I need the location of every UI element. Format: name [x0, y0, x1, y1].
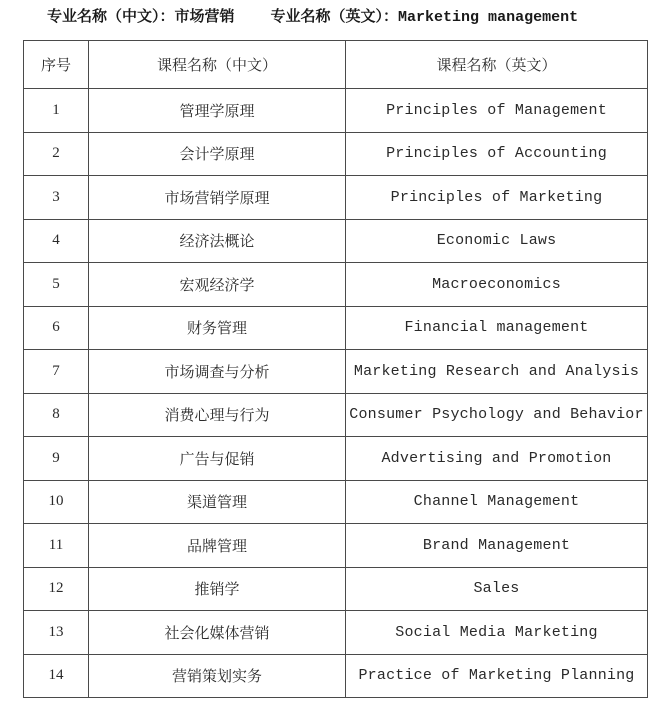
course-name-zh: 社会化媒体营销	[89, 611, 346, 655]
course-name-zh: 会计学原理	[89, 132, 346, 176]
course-name-zh: 推销学	[89, 567, 346, 611]
table-row	[24, 480, 648, 524]
course-name-en: Economic Laws	[346, 219, 648, 263]
course-name-en: Financial management	[346, 306, 648, 350]
major-zh-label: 专业名称（中文）：	[47, 7, 175, 25]
course-name-zh: 宏观经济学	[89, 263, 346, 307]
table-row	[24, 350, 648, 394]
course-name-en: Principles of Accounting	[346, 132, 648, 176]
course-table	[23, 40, 648, 698]
major-title	[47, 4, 578, 28]
column-header-course-zh: 课程名称（中文）	[89, 41, 346, 89]
course-name-en: Consumer Psychology and Behavior	[346, 393, 648, 437]
course-name-zh: 营销策划实务	[89, 654, 346, 698]
column-header-course-en: 课程名称（英文）	[346, 41, 648, 89]
table-row	[24, 567, 648, 611]
course-name-zh: 渠道管理	[89, 480, 346, 524]
course-name-zh: 经济法概论	[89, 219, 346, 263]
row-number: 8	[24, 393, 89, 437]
course-name-en: Channel Management	[346, 480, 648, 524]
row-number: 1	[24, 89, 89, 133]
table-row	[24, 89, 648, 133]
row-number: 12	[24, 567, 89, 611]
course-name-en: Sales	[346, 567, 648, 611]
course-name-zh: 市场调查与分析	[89, 350, 346, 394]
course-name-zh: 市场营销学原理	[89, 176, 346, 220]
table-row	[24, 176, 648, 220]
major-en-label: 专业名称（英文）：	[270, 7, 399, 25]
major-zh-value: 市场营销	[174, 7, 235, 25]
course-name-en: Practice of Marketing Planning	[346, 654, 648, 698]
row-number: 2	[24, 132, 89, 176]
column-header-number: 序号	[24, 41, 89, 89]
row-number: 9	[24, 437, 89, 481]
table-row	[24, 263, 648, 307]
table-row	[24, 611, 648, 655]
table-row	[24, 393, 648, 437]
row-number: 7	[24, 350, 89, 394]
course-name-en: Advertising and Promotion	[346, 437, 648, 481]
table-row	[24, 524, 648, 568]
table-header-row	[24, 41, 648, 89]
course-name-zh: 管理学原理	[89, 89, 346, 133]
table-row	[24, 132, 648, 176]
table-row	[24, 306, 648, 350]
course-name-en: Marketing Research and Analysis	[346, 350, 648, 394]
course-name-zh: 广告与促销	[89, 437, 346, 481]
row-number: 13	[24, 611, 89, 655]
table-row	[24, 654, 648, 698]
row-number: 11	[24, 524, 89, 568]
course-name-en: Principles of Management	[346, 89, 648, 133]
table-row	[24, 219, 648, 263]
course-name-zh: 消费心理与行为	[89, 393, 346, 437]
major-en-value: Marketing management	[398, 9, 579, 26]
course-name-en: Social Media Marketing	[346, 611, 648, 655]
table-row	[24, 437, 648, 481]
row-number: 3	[24, 176, 89, 220]
course-name-en: Brand Management	[346, 524, 648, 568]
row-number: 14	[24, 654, 89, 698]
row-number: 5	[24, 263, 89, 307]
row-number: 10	[24, 480, 89, 524]
row-number: 4	[24, 219, 89, 263]
course-name-en: Principles of Marketing	[346, 176, 648, 220]
course-name-zh: 品牌管理	[89, 524, 346, 568]
course-name-en: Macroeconomics	[346, 263, 648, 307]
row-number: 6	[24, 306, 89, 350]
course-name-zh: 财务管理	[89, 306, 346, 350]
